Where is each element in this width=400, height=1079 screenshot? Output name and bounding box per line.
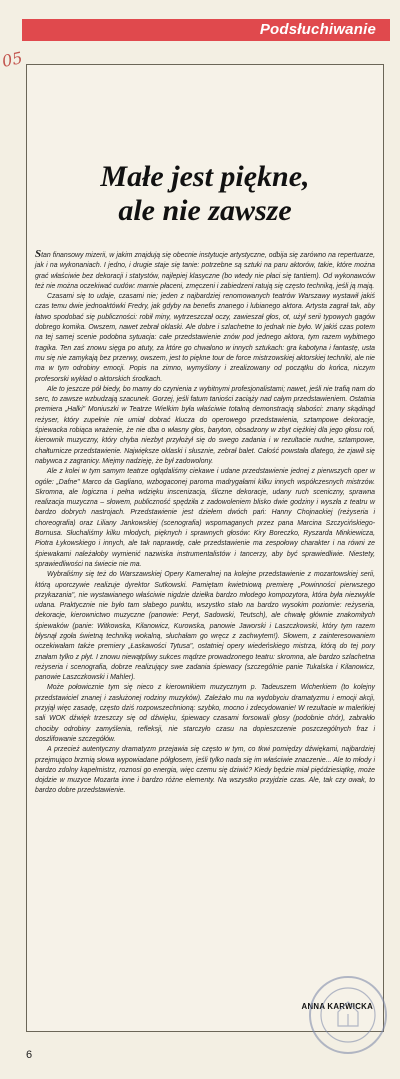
paragraph-6: Może połowicznie tym się nieco z kierownikiem muzycznym p. Tadeuszem Wicherkiem (to kolejny przedstawiciel znanej i zasłużonej rodziny muzyków). Zależało mu na wydobyciu dramatyzmu i emocji akcji, przyjął więc zasadę, często dziś rozpowszechnioną: szybko, mocno i zdecydowanie! W rezultacie w maleńkiej sali WOK dźwięk trzeszczy się od dźwięku, śpiewacy czasami forsowali głosy (podobnie chór), zabrakło chociby odrobiny zamyślenia, refleksji, nie starczyło czasu na dopieszczenie poszczególnych fraz i doszlifowanie szczegółów. (35, 684, 375, 743)
section-title: Podsłuchiwanie (259, 21, 376, 38)
article-title-line-2: ale nie zawsze (118, 194, 292, 227)
article-frame (26, 64, 384, 1032)
article-title-line-1: Małe jest piękne, (100, 160, 310, 193)
drop-cap-letter: S (35, 248, 42, 260)
section-header-bar (22, 19, 390, 41)
article-body (35, 250, 375, 797)
paragraph-4: Ale z kolei w tym samym teatrze oglądaliśmy ciekawe i udane przedstawienie jednej z pierwszych oper w ogóle: „Dafne" Marco da Gagliano, wzbogaconej paroma madrygałami kilku innych współczesnych mistrzów. Skromna, ale logiczna i pełna wdzięku inscenizacja, śliczne dekoracje, udany ruch sceniczny, sprawna realizacja muzyczna – słowem, publiczność spędziła z zadowoleniem blisko dwie godziny i wyszła z teatru w bardzo dobrych nastrojach. Przedstawienie jest dziełem dwóch pań: Hanny Chojnackiej (reżyseria i choreografia) oraz Liliany Jankowskiej (scenografia) wspomaganych przez pana Marcina Szczycińskiego-Bornusa. Słuchaliśmy kilku młodych, pięknych i sprawnych głosów: Kiry Boreczko, Ryszarda Minkiewicza, Piotra Łykowskiego i innych, ale tak naprawdę, całe przedstawienie ma zespołowy charakter i na równi ze śpiewakami należałoby wymienić nazwiska instrumentalistów i tancerzy, aby być sprawiedliwie. Niestety, sprawiedliwości na świecie nie ma. (35, 468, 375, 568)
page-number: 6 (26, 1049, 33, 1061)
paragraph-3: Ale to jeszcze pół biedy, bo mamy do czynienia z wybitnymi profesjonalistami; nawet, jeśli nie trafią nam do serc, to zawsze wzbudzają szacunek. Gorzej, jeśli fatum taniości zaciąży nad całym przedstawieniem. Ostatnia premiera „Halki" Moniuszki w Teatrze Wielkim była właściwie totalną demonstracją słabości: znany skądinąd reżyser, który zupełnie nie umiał dobrać klucza do operowego przedstawienia, sztampowe dekoracje, śpiewacka robiąca wrażenie, że nie dba o własny głos, baryton, obsadzony w zbyt ciężkiej dla jego głosu roli, kierownik muzyczny, który chyba niezbyt przyłożył się do swego zadania i w rezultacie nudne, sztampowe, chałturnicze przedstawienie. Największe oklaski i słusznie, zebrał balet. Całość powstała dlatego, że zjawił się nabywca z zagranicy. Miejmy nadzieję, że był zadowolony. (35, 385, 375, 465)
author-signature: ANNA KARWICKA (301, 1002, 373, 1011)
paragraph-1 (35, 250, 375, 292)
handwritten-margin-note: 05 (0, 48, 25, 71)
library-stamp (305, 972, 391, 1058)
paragraph-5: Wybraliśmy się też do Warszawskiej Opery Kameralnej na kolejne przedstawienie z mozartowskiej serii, którą uporczywie realizuje dyrektor Sutkowski. Pamiętam kwietniową premierę „Powinności pierwszego przykazania", nie wystawianego właściwie nigdzie dziełka bardzo młodego kompozytora, która była niezwykle udana. Praktycznie nie było tam słabego punktu, wszystko stało na bardzo wysokim poziomie: reżyseria, dekoracje, kierownictwo muzyczne (panowie: Peryt, Sadowski, Teutsch), ale chwałę głównie znakomitych śpiewaków (panie: Witkowska, Kilanowicz, Kurowska, panowie Jaworski i Laszczkowski, który tym razem błysnął zgoła świetną techniką wokalną, słuchałam go wręcz z zachwytem!). Słowem, z zainteresowaniem oczekiwałam także premiery „Łaskawości Tytusa", ostatniej opery wiedeńskiego mistrza, którą do tej pory znałam tylko z płyt. I znowu niewątpliwy sukces mądrze prowadzonego teatru: skromna, ale bardzo szlachetna reżyseria i scenografia, dobrze realizujący swe zadania śpiewacy (szczególnie panie Tukalska i Kilanowicz, panowie Laszczkowski i Mahler). (35, 571, 375, 682)
paragraph-7: A przecież autentyczny dramatyzm przejawia się często w tym, co tkwi pomiędzy dźwiękami, najbardziej przejmująco brzmią słowa wypowiadane półgłosem, jeśli tylko nada się im właściwie znaczenie... Ale to młody i bardzo zdolny kapelmistrz, roznosi go energia, więc czemu się dziwić? Kiedy będzie miał pięćdziesiątkę, może dojdzie w muzyce Mozarta inne i bardzo różne elementy. Na wszystko przyjdzie czas. Ale, tak czy owak, to bardzo dobre przedstawienie. (35, 746, 375, 795)
paragraph-2: Czasami się to udaje, czasami nie; jeden z najbardziej renomowanych teatrów Warszawy wystawił jakiś czas temu dwie jednoaktówki Fredry, jak gdyby na benefis znanego i lubianego aktora. Artysta zagrał tak, aby łatwo spodobać się publiczności: robił miny, wytrzeszczał oczy, zawieszał głos, ot, użył serii typowych gagów dobrego komika. Owszem, nawet zebrał oklaski. Ale dobre i szlachetne to jednak nie było. W jakiś czas potem na tej samej scenie podobna sytuacja: całe przedstawienie znów pod jednego aktora, tym razem wybitnego tragika. Ten zaś znowu sięga po atuty, za które go chwalono w innych sztukach: gra kabotyna i fantastę, usta mu się nie zamykają bez przerwy, owszem, jest to piękne tour de force mistrzowskiej aktorskiej techniki, ale nie ma w tym odrobiny emocji. Popis na zimno, wymyślony i zrealizowany od początku do końca, niczym profesorski wykład o aktorskich środkach. (35, 293, 375, 383)
article-title (27, 160, 383, 228)
paragraph-1-text: tan finansowy mizerii, w jakim znajdują się obecnie instytucje artystyczne, odbija się zarówno na repertuarze, jak i na wykonaniach. I jedno, i drugie staje się tanie: potrzebne są sztuki na paru aktorów, takie, które można grać właściwie bez dekoracji i statystów, najlepiej klasyczne (bo wtedy nie płaci się tantiem). Od wykonawców też nie można oczekiwać cudów: marnie płaceni, zmęczeni i zabiedzeni ratują się często techniką, jeśli ją mają. (35, 252, 375, 290)
